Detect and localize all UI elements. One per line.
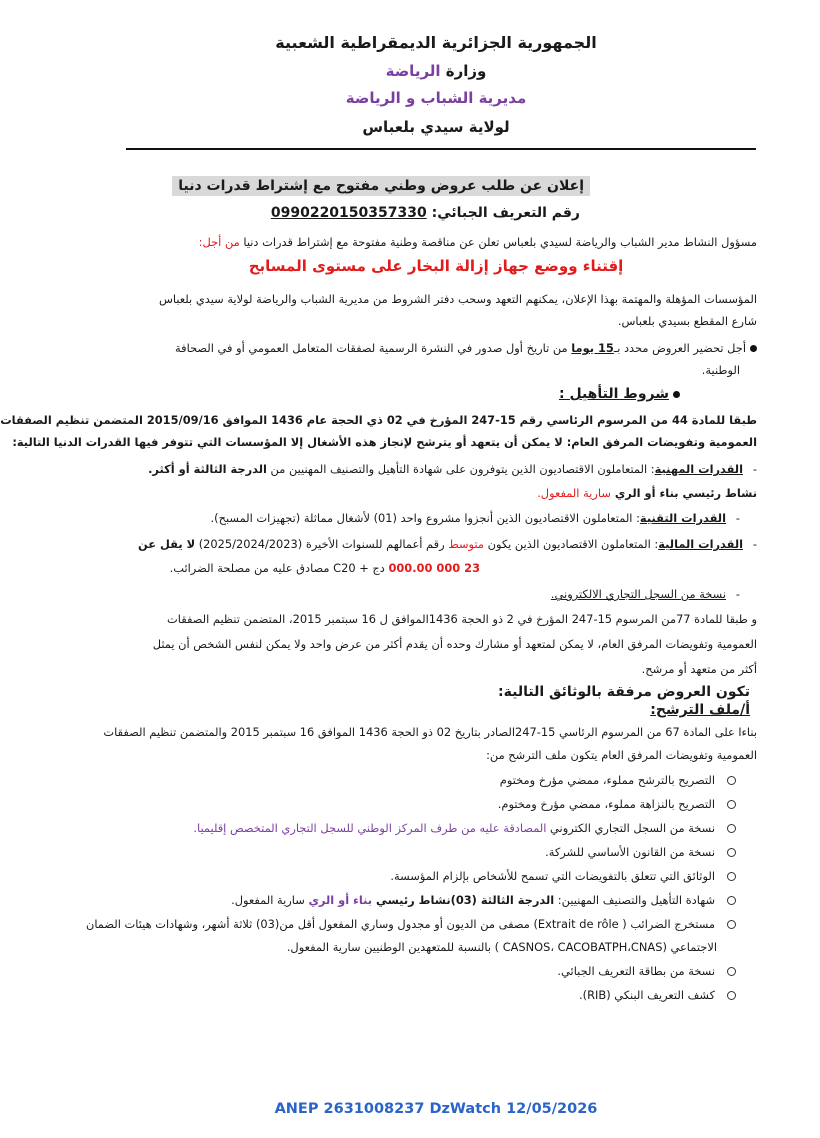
technical-capacity-text: : المتعاملون الاقتصاديون الذين أنجزوا مشروع واحد (01) لأشغال مماثلة (تجهيزات المسبح). [210, 511, 640, 525]
document-item [85, 914, 736, 934]
eligibility-line-2: شارع المقطع بسيدي بلعباس. [617, 314, 757, 328]
document-item [112, 794, 736, 814]
legal-basis-line-1: طبقا للمادة 44 من المرسوم الرئاسي رقم 15-247 المؤرخ في 02 ذي الحجة عام 1436 الموافق 2015/09/16 المتضمن تنظيم الصفقات [0, 413, 757, 427]
list-circle-icon [727, 824, 736, 833]
register-text: نسخة من السجل التجاري الالكتروني. [550, 587, 726, 601]
intro-line [112, 232, 757, 252]
list-circle-icon [727, 967, 736, 976]
financial-average: متوسط [448, 537, 484, 551]
tax-id-line [271, 205, 580, 221]
publication-reference: ANEP 2631008237 DzWatch 12/05/2026 [274, 1101, 598, 1117]
list-circle-icon [727, 991, 736, 1000]
deadline-text-a: أجل تحضير العروض محدد بـ [613, 341, 746, 355]
deadline-text-b: من تاريخ أول صدور في النشرة الرسمية لصفقات المتعامل العمومي أو في الصحافة [175, 341, 572, 355]
deadline-days: 15 يوما [571, 341, 614, 355]
document-item [112, 770, 736, 790]
document-item [112, 961, 736, 981]
directorate-heading: مديرية الشباب و الرياضة [345, 89, 527, 107]
bullet-icon [750, 345, 757, 352]
header-divider [126, 148, 756, 150]
document-item-text: شهادة التأهيل والتصنيف المهنيين: [554, 893, 715, 907]
professional-capacity-line-2 [112, 483, 757, 503]
financial-minimum: لا يقل عن [137, 537, 196, 551]
document-item-text: كشف التعريف البنكي (RIB). [579, 988, 715, 1002]
document-item-text: التصريح بالنزاهة مملوء، ممضي مؤرخ ومختوم. [497, 797, 715, 811]
professional-capacity-text: : المتعاملون الاقتصاديون الذين يتوفرون على شهادة التأهيل والتصنيف المهنيين من [266, 462, 655, 476]
document-item-text: مستخرج الضرائب ( Extrait de rôle) مصفى من الديون أو مجدول وساري المفعول أقل من(03) ثلاثة أشهر، وشهادات هيئات الضمان [85, 917, 715, 931]
professional-grade: الدرجة الثالثة أو أكثر. [148, 462, 267, 476]
document-item [112, 890, 736, 910]
financial-capacity-text-2: رقم أعمالهم للسنوات الأخيرة (2025/2024/2023) [195, 537, 449, 551]
qualification-heading-text: شروط التأهيل : [558, 386, 669, 402]
list-circle-icon [727, 800, 736, 809]
financial-amount: 23 000 000.00 [388, 561, 480, 575]
intro-main: مسؤول النشاط مدير الشباب والرياضة لسيدي بلعباس تعلن عن مناقصة وطنية مفتوحة مع إشتراط قدرات دنيا [239, 235, 757, 249]
article67-line-2: العمومية وتفويضات المرفق العام يتكون ملف الترشح من: [486, 748, 757, 762]
qualification-heading [112, 384, 680, 404]
bullet-icon [673, 391, 680, 398]
document-item-grade: الدرجة الثالثة (03)نشاط رئيسي [372, 893, 555, 907]
list-circle-icon [727, 776, 736, 785]
tax-id-value: 0990220150357330 [270, 205, 427, 221]
deadline-line [112, 338, 757, 358]
ministry-name: الرياضة [385, 62, 441, 80]
document-item-note: المصادقة عليه من طرف المركز الوطني للسجل التجاري المتخصص إقليميا. [193, 821, 547, 835]
document-item-text: الوثائق التي تتعلق بالتفويضات التي تسمح للأشخاص بإلزام المؤسسة. [390, 869, 715, 883]
intro-tail: من أجل: [198, 235, 240, 249]
list-circle-icon [727, 872, 736, 881]
documents-heading: تكون العروض مرفقة بالوثائق التالية: [498, 684, 750, 700]
list-circle-icon [727, 848, 736, 857]
document-item-text: التصريح بالترشح مملوء، ممضي مؤرخ ومختوم [499, 773, 715, 787]
document-item [112, 866, 736, 886]
document-item-activity: بناء أو الري [308, 893, 373, 907]
financial-capacity-line-2 [112, 558, 480, 578]
republic-heading: الجمهورية الجزائرية الديمقراطية الشعبية [275, 33, 597, 52]
wilaya-heading: لولاية سيدي بلعباس [362, 118, 510, 136]
eligibility-line-1: المؤسسات المؤهلة والمهتمة بهذا الإعلان، يمكنهم التعهد وسحب دفتر الشروط من مديرية الشباب والرياضة لولاية سيدي بلعباس [158, 292, 757, 306]
notice-title: إعلان عن طلب عروض وطني مفتوح مع إشتراط قدرات دنيا [172, 176, 590, 196]
document-item-validity: سارية المفعول. [231, 893, 309, 907]
register-item: -نسخة من السجل التجاري الالكتروني. [550, 587, 740, 601]
professional-capacity-label: القدرات المهنية [654, 462, 743, 476]
document-item-text: نسخة من بطاقة التعريف الجبائي. [557, 964, 715, 978]
ministry-heading [52, 62, 820, 80]
tax-id-label: رقم التعريف الجبائي: [426, 205, 580, 221]
financial-amount-tail: دج + C20 مصادق عليه من مصلحة الضرائب. [169, 561, 389, 575]
financial-capacity: -القدرات المالية: المتعاملون الاقتصاديون الذين يكون متوسط رقم أعمالهم للسنوات الأخيرة (2025/2024/2023) لا يقل عن [137, 537, 757, 551]
list-circle-icon [727, 896, 736, 905]
article77-line-2: العمومية وتفويضات المرفق العام، لا يمكن لمتعهد أو مشارك وحده أن يقدم أكثر من عرض واحد ولا يمكن لنفس الشخص أن يمثل [152, 637, 757, 651]
document-item [112, 818, 736, 838]
technical-capacity: -القدرات التقنية: المتعاملون الاقتصاديون الذين أنجزوا مشروع واحد (01) لأشغال مماثلة (تجهيزات المسبح). [210, 511, 740, 525]
technical-capacity-label: القدرات التقنية [639, 511, 726, 525]
document-item-line-2: الاجتماعي (CASNOS، CACOBATPH،CNAS ) بالنسبة للمتعهدين الوطنيين سارية المفعول. [286, 940, 717, 954]
main-activity: نشاط رئيسي بناء أو الري [610, 486, 757, 500]
financial-capacity-label: القدرات المالية [658, 537, 743, 551]
project-title: إقتناء ووضع جهاز إزالة البخار على مستوى المسابح [248, 257, 624, 275]
document-item-text: نسخة من السجل التجاري الكتروني [546, 821, 715, 835]
candidacy-file-heading: أ/ملف الترشح: [650, 702, 750, 718]
article77-line-1: و طبقا للمادة 77من المرسوم 15-247 المؤرخ في 2 ذو الحجة 1436الموافق ل 16 سبتمبر 2015، المتضمن تنظيم الصفقات [167, 612, 757, 626]
list-circle-icon [727, 920, 736, 929]
financial-capacity-text: : المتعاملون الاقتصاديون الذين يكون [483, 537, 659, 551]
document-item [112, 985, 736, 1005]
legal-basis-line-2: العمومية وتفويضات المرفق العام: لا يمكن أن يتعهد أو يترشح لإنجاز هذه الأشغال إلا المؤسسات التي تتوفر فيها القدرات الدنيا التالية: [12, 435, 757, 449]
validity-note: سارية المفعول. [537, 486, 611, 500]
professional-capacity: -القدرات المهنية: المتعاملون الاقتصاديون الذين يتوفرون على شهادة التأهيل والتصنيف المهنيين من الدرجة الثالثة أو أكثر. [148, 462, 757, 476]
document-item [112, 842, 736, 862]
document-item-text: نسخة من القانون الأساسي للشركة. [545, 845, 715, 859]
ministry-prefix: وزارة [440, 62, 487, 80]
article67-line-1: بناءا على المادة 67 من المرسوم الرئاسي 15-247الصادر بتاريخ 02 ذو الحجة 1436 الموافق 16 سبتمبر 2015 والمتضمن تنظيم الصفقات [103, 725, 757, 739]
article77-line-3: أكثر من متعهد أو مرشح. [641, 662, 757, 676]
deadline-line-2: الوطنية. [701, 363, 740, 377]
